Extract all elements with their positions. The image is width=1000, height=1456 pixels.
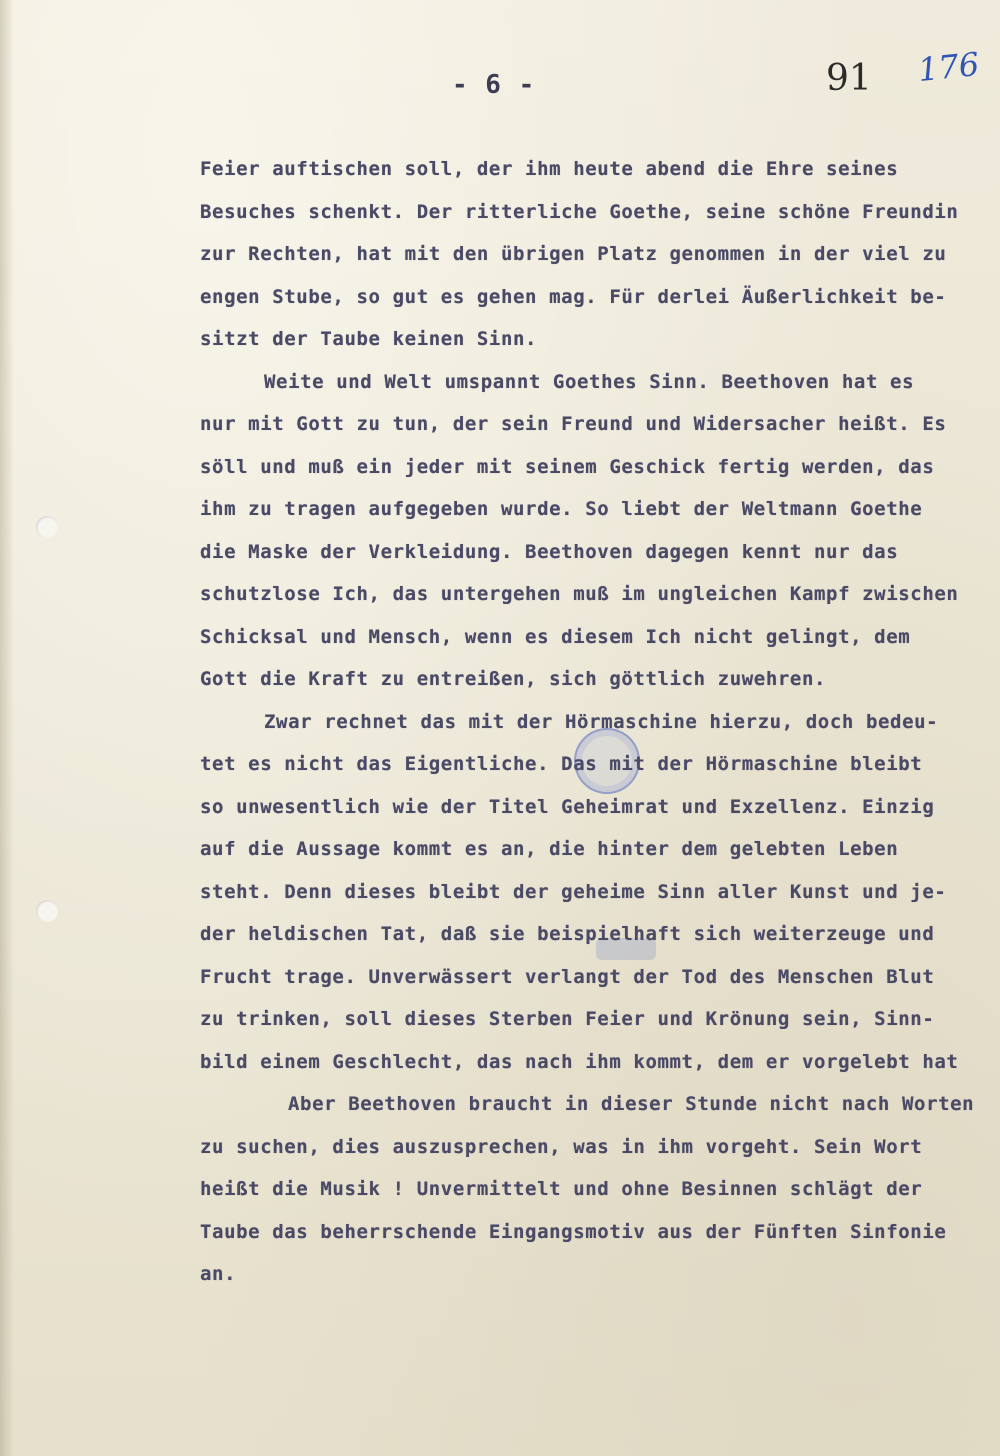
text-line: zu suchen, dies auszusprechen, was in ihm vorgeht. Sein Wort — [200, 1135, 923, 1158]
text-line: auf die Aussage kommt es an, die hinter dem gelebten Leben — [200, 838, 899, 860]
text-line: die Maske der Verkleidung. Beethoven dagegen kennt nur das — [200, 540, 899, 563]
text-line: steht. Denn dieses bleibt der geheime Sinn aller Kunst und je- — [200, 880, 947, 903]
text-line: zur Rechten, hat mit den übrigen Platz genommen in der viel zu — [200, 243, 947, 265]
text-line: Besuches schenkt. Der ritterliche Goethe, seine schöne Freundin — [200, 200, 959, 223]
text-line: sitzt der Taube keinen Sinn. — [200, 328, 538, 350]
text-line: ihm zu tragen aufgegeben wurde. So liebt der Weltmann Goethe — [200, 498, 923, 520]
text-line: tet es nicht das Eigentliche. Das mit der Hörmaschine bleibt — [200, 753, 923, 775]
folio-number: 91 — [826, 58, 872, 99]
text-line: heißt die Musik ! Unvermittelt und ohne Besinnen schlägt der — [200, 1178, 923, 1200]
paragraph-start-line: Zwar rechnet das mit der Hörmaschine hierzu, doch bedeu- — [264, 710, 939, 733]
text-line: so unwesentlich wie der Titel Geheimrat und Exzellenz. Einzig — [200, 795, 935, 818]
text-line: Gott die Kraft zu entreißen, sich göttlich zuwehren. — [200, 668, 827, 690]
paragraph-start-line: Aber Beethoven braucht in dieser Stunde nicht nach Worten — [288, 1093, 975, 1115]
text-line: der heldischen Tat, daß sie beispielhaft sich weiterzeuge und — [200, 923, 935, 945]
page-number: - 6 - — [452, 70, 536, 100]
text-line: Schicksal und Mensch, wenn es diesem Ich nicht gelingt, dem — [200, 625, 911, 648]
text-line: söll und muß ein jeder mit seinem Geschick fertig werden, das — [200, 455, 935, 478]
text-line: zu trinken, soll dieses Sterben Feier und Krönung sein, Sinn- — [200, 1008, 935, 1030]
text-line: Taube das beherrschende Eingangsmotiv aus der Fünften Sinfonie — [200, 1220, 947, 1243]
punch-hole-bottom — [36, 900, 58, 922]
paragraph-start-line: Weite und Welt umspannt Goethes Sinn. Beethoven hat es — [264, 370, 915, 393]
page-edge-shadow — [0, 0, 14, 1456]
text-line: Frucht trage. Unverwässert verlangt der Tod des Menschen Blut — [200, 965, 935, 988]
handwritten-folio-number: 176 — [916, 44, 981, 90]
typewritten-body — [200, 148, 1000, 1296]
text-line: Feier auftischen soll, der ihm heute abend die Ehre seines — [200, 158, 899, 180]
text-line: engen Stube, so gut es gehen mag. Für derlei Äußerlichkeit be- — [200, 285, 947, 308]
text-line: bild einem Geschlecht, das nach ihm kommt, dem er vorgelebt hat — [200, 1050, 959, 1073]
text-line: nur mit Gott zu tun, der sein Freund und Widersacher heißt. Es — [200, 413, 947, 435]
text-line: schutzlose Ich, das untergehen muß im ungleichen Kampf zwischen — [200, 583, 959, 605]
punch-hole-top — [36, 516, 58, 538]
text-line: an. — [200, 1263, 237, 1285]
